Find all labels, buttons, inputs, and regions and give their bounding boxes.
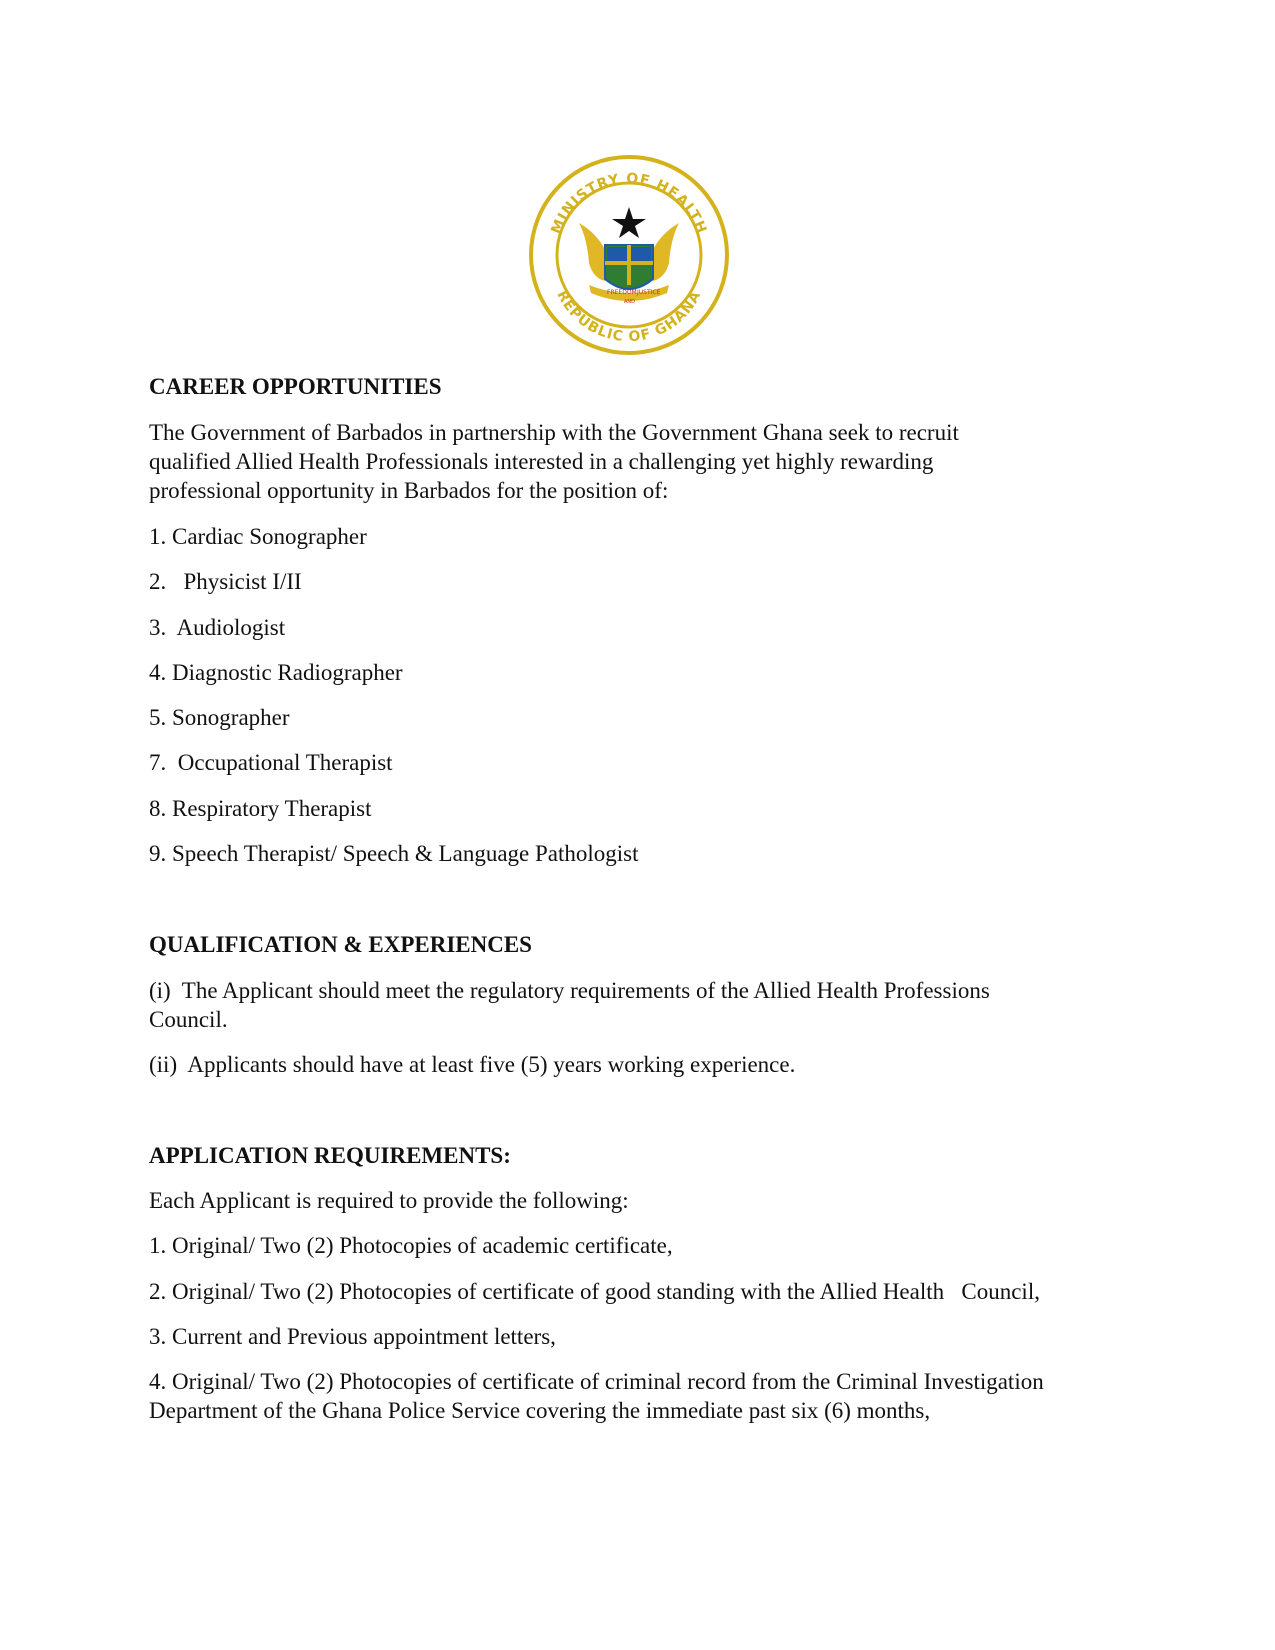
coat-of-arms-icon [527,153,731,357]
position-item: 8. Respiratory Therapist [149,796,372,821]
position-item: 5. Sonographer [149,705,290,730]
position-item: 2. Physicist I/II [149,569,302,594]
career-intro-line: professional opportunity in Barbados for the position of: [149,478,669,503]
requirement-item: Department of the Ghana Police Service covering the immediate past six (6) months, [149,1398,931,1423]
requirement-item: 1. Original/ Two (2) Photocopies of academic certificate, [149,1233,673,1258]
career-heading: CAREER OPPORTUNITIES [149,374,442,399]
motto-right: JUSTICE [637,289,661,296]
requirement-item: 3. Current and Previous appointment letters, [149,1324,556,1349]
position-item: 3. Audiologist [149,615,286,640]
seal-bottom-text: REPUBLIC OF GHANA [553,288,705,346]
qualification-item: (i) The Applicant should meet the regulatory requirements of the Allied Health Professions [149,978,990,1003]
qualification-item: (ii) Applicants should have at least five (5) years working experience. [149,1052,796,1077]
ministry-of-health-seal [527,153,731,357]
motto-center: AND [624,299,636,305]
position-item: 7. Occupational Therapist [149,750,393,775]
position-item: 4. Diagnostic Radiographer [149,660,403,685]
position-item: 1. Cardiac Sonographer [149,524,367,549]
qualification-item: Council. [149,1007,228,1032]
requirement-item: 2. Original/ Two (2) Photocopies of certificate of good standing with the Allied Health Council, [149,1279,1040,1304]
career-intro-line: qualified Allied Health Professionals interested in a challenging yet highly rewarding [149,449,934,474]
requirement-item: 4. Original/ Two (2) Photocopies of certificate of criminal record from the Criminal Investigation [149,1369,1044,1394]
qualification-heading: QUALIFICATION & EXPERIENCES [149,932,532,957]
application-intro: Each Applicant is required to provide the following: [149,1188,629,1213]
seal-top-text: MINISTRY OF HEALTH [548,170,710,237]
motto-left: FREEDOM [607,289,637,296]
career-intro-line: The Government of Barbados in partnership with the Government Ghana seek to recruit [149,420,959,445]
application-heading: APPLICATION REQUIREMENTS: [149,1143,511,1168]
position-item: 9. Speech Therapist/ Speech & Language Pathologist [149,841,639,866]
